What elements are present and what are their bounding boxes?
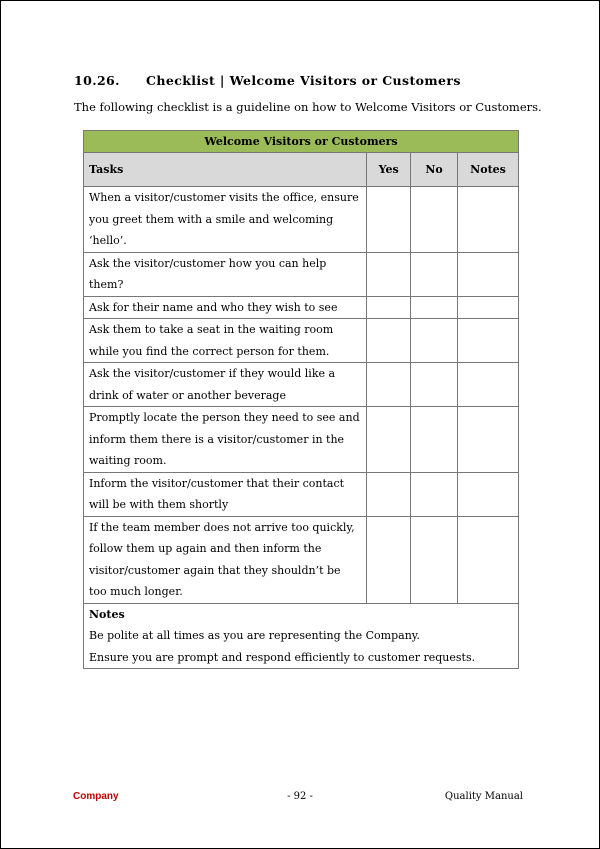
no-cell[interactable] (411, 516, 458, 603)
notes-cell (84, 603, 519, 669)
section-heading (74, 73, 461, 88)
task-cell: Ask the visitor/customer how you can help them? (84, 252, 367, 296)
table-row (84, 252, 519, 296)
footer-company: Company (73, 791, 119, 802)
table-row (84, 407, 519, 473)
table-body (84, 187, 519, 604)
task-cell: When a visitor/customer visits the office, ensure you greet them with a smile and welcoming ‘hello’. (84, 187, 367, 253)
task-cell: Ask the visitor/customer if they would like a drink of water or another beverage (84, 363, 367, 407)
yes-cell[interactable] (367, 516, 411, 603)
footer-page-number: - 92 - (287, 791, 313, 802)
yes-cell[interactable] (367, 187, 411, 253)
notes-label: Notes (89, 607, 125, 621)
yes-cell[interactable] (367, 252, 411, 296)
notes-cell-empty[interactable] (458, 363, 519, 407)
notes-cell-empty[interactable] (458, 472, 519, 516)
table-row (84, 296, 519, 319)
section-title: Checklist | Welcome Visitors or Customers (146, 73, 461, 88)
no-cell[interactable] (411, 319, 458, 363)
table-row (84, 187, 519, 253)
yes-cell[interactable] (367, 407, 411, 473)
notes-cell-empty[interactable] (458, 319, 519, 363)
notes-cell-empty[interactable] (458, 252, 519, 296)
no-cell[interactable] (411, 407, 458, 473)
section-number: 10.26. (74, 73, 120, 88)
no-cell[interactable] (411, 187, 458, 253)
yes-cell[interactable] (367, 363, 411, 407)
notes-line: Be polite at all times as you are representing the Company. (89, 629, 421, 642)
no-cell[interactable] (411, 252, 458, 296)
yes-cell[interactable] (367, 319, 411, 363)
task-cell: Inform the visitor/customer that their contact will be with them shortly (84, 472, 367, 516)
checklist-table (83, 130, 519, 669)
notes-cell-empty[interactable] (458, 187, 519, 253)
header-tasks: Tasks (84, 153, 367, 187)
notes-cell-empty[interactable] (458, 516, 519, 603)
header-notes: Notes (458, 153, 519, 187)
no-cell[interactable] (411, 472, 458, 516)
no-cell[interactable] (411, 296, 458, 319)
task-cell: Ask them to take a seat in the waiting room while you find the correct person for them. (84, 319, 367, 363)
footer-document-title: Quality Manual (444, 791, 523, 802)
task-cell: Ask for their name and who they wish to see (84, 296, 367, 319)
table-header-row (84, 153, 519, 187)
notes-cell-empty[interactable] (458, 296, 519, 319)
intro-text: The following checklist is a guideline on how to Welcome Visitors or Customers. (74, 100, 542, 114)
table-row (84, 516, 519, 603)
notes-line: Ensure you are prompt and respond efficiently to customer requests. (89, 650, 476, 664)
table-title: Welcome Visitors or Customers (84, 131, 519, 153)
yes-cell[interactable] (367, 472, 411, 516)
no-cell[interactable] (411, 363, 458, 407)
header-no: No (411, 153, 458, 187)
table-row (84, 472, 519, 516)
task-cell: Promptly locate the person they need to see and inform them there is a visitor/customer in the waiting room. (84, 407, 367, 473)
task-cell: If the team member does not arrive too quickly, follow them up again and then inform the visitor/customer again that they shouldn’t be too much longer. (84, 516, 367, 603)
table-row (84, 363, 519, 407)
notes-cell-empty[interactable] (458, 407, 519, 473)
notes-row (84, 603, 519, 669)
yes-cell[interactable] (367, 296, 411, 319)
header-yes: Yes (367, 153, 411, 187)
table-row (84, 319, 519, 363)
